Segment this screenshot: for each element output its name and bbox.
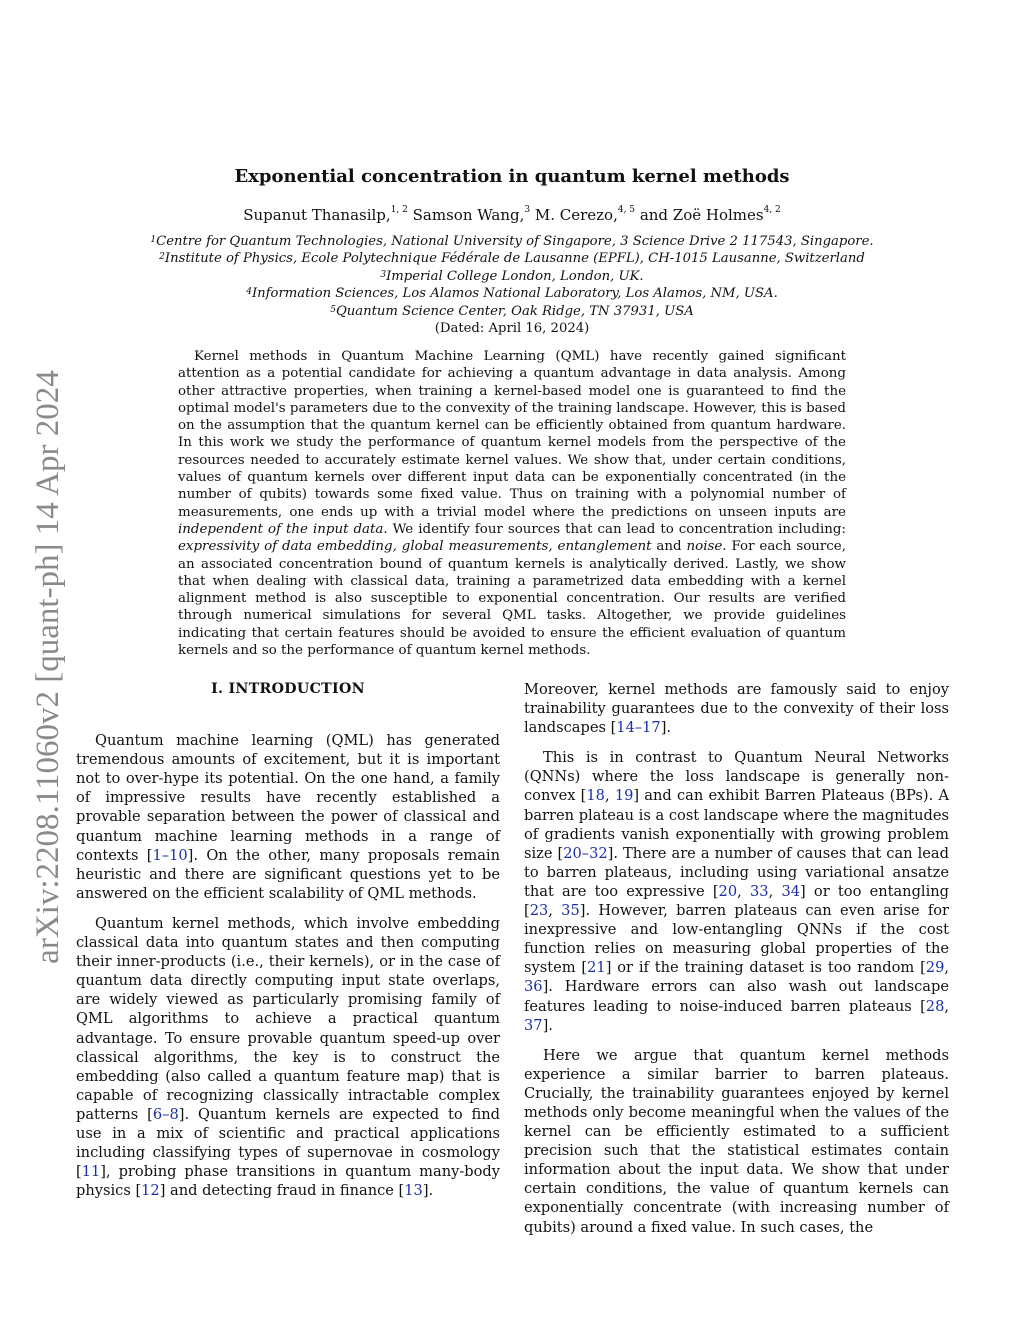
author-affiliation-sup: 4, 2 [763, 205, 781, 215]
author-list [120, 206, 904, 224]
citation-link[interactable]: 34 [781, 882, 801, 900]
citation-link[interactable]: 14–17 [616, 719, 661, 737]
author-name: Supanut Thanasilp, [243, 206, 391, 224]
affiliation-list [120, 233, 904, 337]
citation-link[interactable]: 21 [587, 959, 606, 977]
citation-link[interactable]: 36 [524, 978, 543, 996]
dated-line: (Dated: April 16, 2024) [434, 321, 590, 337]
citation-link[interactable]: 18 [586, 787, 605, 805]
citation-link[interactable]: 13 [404, 1182, 423, 1200]
citation-link[interactable]: 11 [81, 1163, 101, 1181]
section-heading-introduction: I. INTRODUCTION [211, 681, 365, 697]
citation-link[interactable]: 29 [925, 959, 945, 977]
paragraph: Quantum kernel methods, which involve embedding classical data into quantum states and then computing their inner-products (i.e., their kernels), or in the case of quantum data directly computing input state overlaps, are widely viewed as particularly promising family of QML algorithms to achieve a practical quantum advantage. To ensure provable quantum speed-up over classical algorithms, the key is to construct the embedding (also called a quantum feature map) that is capable of recognizing classically intractable complex patterns [6–8]. Quantum kernels are expected to find use in a mix of scientific and practical applications including classifying types of supernovae in cosmology [11], probing phase transitions in quantum many-body physics [12] and detecting fraud in finance [13]. [76, 914, 500, 1200]
author-name: Samson Wang, [412, 206, 525, 224]
author-affiliation-sup: 4, 5 [617, 205, 636, 215]
paragraph: Quantum machine learning (QML) has generated tremendous amounts of excitement, but it is important not to over-hype its potential. On the one hand, a family of impressive results have recently established a provable separation between the power of classical and quantum machine learning methods in a range of contexts [1–10]. On the other, many proposals remain heuristic and there are significant questions yet to be answered on the efficient scalability of QML methods. [76, 732, 500, 902]
author-affiliation-sup: 1, 2 [390, 205, 408, 215]
citation-link[interactable]: 1–10 [152, 846, 188, 864]
paragraph: This is in contrast to Quantum Neural Networks (QNNs) where the loss landscape is generally non-convex [18, 19] and can exhibit Barren Plateaus (BPs). A barren plateau is a cost landscape where the magnitudes of gradients vanish exponentially with growing problem size [20–32]. There are a number of causes that can lead to barren plateaus, including using variational ansatze that are too expressive [20, 33, 34] or too entangling [23, 35]. However, barren plateaus can even arise for inexpressive and low-entangling QNNs if the cost function relies on measuring global properties of the system [21] or if the training dataset is too random [29, 36]. Hardware errors can also wash out landscape features leading to noise-induced barren plateaus [28, 37]. [524, 749, 950, 1034]
left-column [76, 680, 500, 1211]
right-column [524, 680, 949, 1248]
affiliation: $^4$Information Sciences, Los Alamos National Laboratory, Los Alamos, NM, USA. [246, 286, 778, 302]
citation-link[interactable]: 6–8 [152, 1105, 179, 1123]
author-name: M. Cerezo, [534, 206, 618, 224]
citation-link[interactable]: 20–32 [563, 844, 608, 862]
affiliation: $^3$Imperial College London, London, UK. [380, 268, 644, 284]
citation-link[interactable]: 19 [614, 787, 634, 805]
author-name: and Zoë Holmes [639, 206, 764, 224]
citation-link[interactable]: 20 [718, 882, 738, 900]
citation-link[interactable]: 35 [561, 902, 580, 920]
paper-title: Exponential concentration in quantum kernel methods [234, 166, 790, 187]
affiliation: $^1$Centre for Quantum Technologies, National University of Singapore, 3 Science Drive 2 117543, Singapore. [150, 234, 874, 249]
citation-link[interactable]: 12 [141, 1182, 160, 1200]
citation-link[interactable]: 33 [749, 882, 769, 900]
citation-link[interactable]: 37 [524, 1016, 543, 1034]
abstract: Kernel methods in Quantum Machine Learning (QML) have recently gained significant attention as a potential candidate for achieving a quantum advantage in data analysis. Among other attractive properties, when training a kernel-based model one is guaranteed to find the optimal model's parameters due to the convexity of the training landscape. However, this is based on the assumption that the quantum kernel can be efficiently obtained from quantum hardware. In this work we study the performance of quantum kernel models from the perspective of the resources needed to accurately estimate kernel values. We show that, under certain conditions, values of quantum kernels over different input data can be exponentially concentrated (in the number of qubits) towards some fixed value. Thus on training with a polynomial number of measurements, one ends up with a trivial model where the predictions on unseen inputs are independent of the input data. We identify four sources that can lead to concentration including: expressivity of data embedding, global measurements, entanglement and noise. For each source, an associated concentration bound of quantum kernels is analytically derived. Lastly, we show that when dealing with classical data, training a parametrized data embedding with a kernel alignment method is also susceptible to exponential concentration. Our results are verified through numerical simulations for several QML tasks. Altogether, we provide guidelines indicating that certain features should be avoided to ensure the efficient evaluation of quantum kernels and so the performance of quantum kernel methods. [178, 349, 846, 659]
paragraph: Moreover, kernel methods are famously said to enjoy trainability guarantees due to the convexity of their loss landscapes [14–17]. [524, 681, 949, 737]
citation-link[interactable]: 28 [925, 997, 945, 1015]
affiliation: $^5$Quantum Science Center, Oak Ridge, TN 37931, USA [330, 303, 694, 319]
paragraph: Here we argue that quantum kernel methods experience a similar barrier to barren plateaus. Crucially, the trainability guarantees enjoyed by kernel methods only become meaningful when the values of the kernel can be efficiently estimated to a sufficient precision such that the statistical estimates contain information about the input data. We show that under certain conditions, the value of quantum kernels can exponentially concentrate (with increasing number of qubits) around a fixed value. In such cases, the [524, 1046, 949, 1236]
citation-link[interactable]: 23 [529, 902, 549, 920]
arxiv-sidebar-stamp[interactable]: arXiv:2208.11060v2 [quant-ph] 14 Apr 2024 [30, 370, 66, 964]
affiliation: $^2$Institute of Physics, Ecole Polytechnique Fédérale de Lausanne (EPFL), CH-1015 Lausanne, Switzerland [159, 251, 865, 267]
author-affiliation-sup: 3 [524, 205, 531, 215]
